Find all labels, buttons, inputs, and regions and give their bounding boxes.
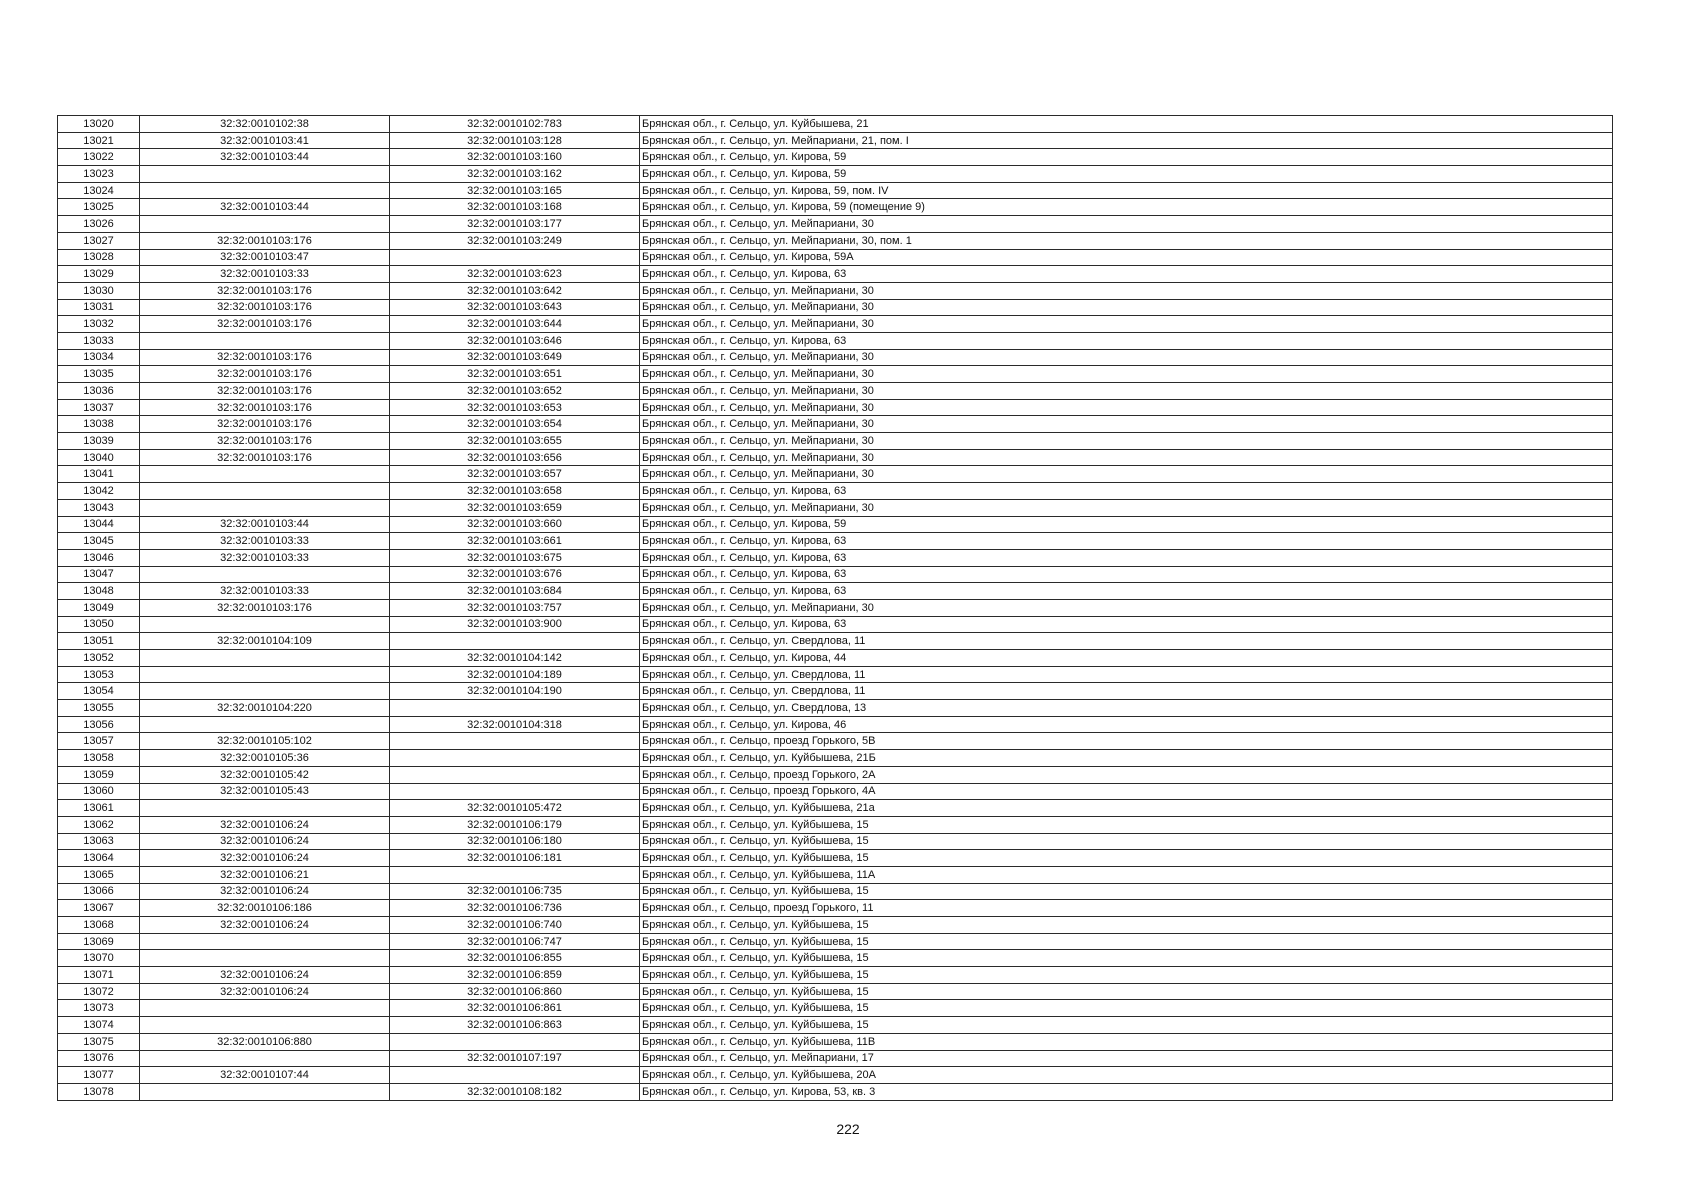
- row-number-cell: 13068: [58, 917, 140, 934]
- table-row: [58, 616, 1613, 633]
- cadastral-number-cell: 32:32:0010103:654: [390, 416, 640, 433]
- cadastral-number-cell: [390, 700, 640, 717]
- address-cell: Брянская обл., г. Сельцо, ул. Мейпариани, 30: [640, 349, 1613, 366]
- parent-cadastral-cell: 32:32:0010104:220: [140, 700, 390, 717]
- address-cell: Брянская обл., г. Сельцо, ул. Куйбышева, 11А: [640, 866, 1613, 883]
- table-row: [58, 433, 1613, 450]
- parent-cadastral-cell: 32:32:0010106:24: [140, 850, 390, 867]
- table-row: [58, 466, 1613, 483]
- cadastral-number-cell: 32:32:0010103:162: [390, 166, 640, 183]
- cadastral-number-cell: 32:32:0010103:655: [390, 433, 640, 450]
- parent-cadastral-cell: [140, 182, 390, 199]
- address-cell: Брянская обл., г. Сельцо, ул. Мейпариани, 30: [640, 299, 1613, 316]
- address-cell: Брянская обл., г. Сельцо, ул. Кирова, 63: [640, 533, 1613, 550]
- parent-cadastral-cell: 32:32:0010103:176: [140, 366, 390, 383]
- cadastral-number-cell: 32:32:0010107:197: [390, 1050, 640, 1067]
- parent-cadastral-cell: [140, 166, 390, 183]
- parent-cadastral-cell: [140, 616, 390, 633]
- row-number-cell: 13040: [58, 449, 140, 466]
- table-row: [58, 933, 1613, 950]
- cadastral-number-cell: 32:32:0010103:643: [390, 299, 640, 316]
- row-number-cell: 13076: [58, 1050, 140, 1067]
- parent-cadastral-cell: [140, 933, 390, 950]
- address-cell: Брянская обл., г. Сельцо, ул. Мейпариани, 30: [640, 433, 1613, 450]
- row-number-cell: 13072: [58, 983, 140, 1000]
- address-cell: Брянская обл., г. Сельцо, ул. Мейпариани, 21, пом. I: [640, 132, 1613, 149]
- address-cell: Брянская обл., г. Сельцо, ул. Кирова, 63: [640, 483, 1613, 500]
- cadastral-number-cell: 32:32:0010103:177: [390, 216, 640, 233]
- address-cell: Брянская обл., г. Сельцо, ул. Куйбышева, 21: [640, 116, 1613, 133]
- address-cell: Брянская обл., г. Сельцо, ул. Кирова, 63: [640, 266, 1613, 283]
- parent-cadastral-cell: [140, 332, 390, 349]
- table-row: [58, 216, 1613, 233]
- row-number-cell: 13037: [58, 399, 140, 416]
- row-number-cell: 13060: [58, 783, 140, 800]
- address-cell: Брянская обл., г. Сельцо, ул. Мейпариани, 17: [640, 1050, 1613, 1067]
- parent-cadastral-cell: 32:32:0010103:44: [140, 516, 390, 533]
- table-row: [58, 633, 1613, 650]
- cadastral-number-cell: 32:32:0010104:318: [390, 716, 640, 733]
- table-row: [58, 116, 1613, 133]
- row-number-cell: 13036: [58, 383, 140, 400]
- parent-cadastral-cell: 32:32:0010106:21: [140, 866, 390, 883]
- cadastral-number-cell: 32:32:0010104:189: [390, 666, 640, 683]
- parent-cadastral-cell: [140, 716, 390, 733]
- address-cell: Брянская обл., г. Сельцо, ул. Кирова, 63: [640, 549, 1613, 566]
- table-row: [58, 750, 1613, 767]
- address-cell: Брянская обл., г. Сельцо, ул. Куйбышева, 20А: [640, 1067, 1613, 1084]
- table-row: [58, 833, 1613, 850]
- row-number-cell: 13059: [58, 766, 140, 783]
- table-row: [58, 1083, 1613, 1100]
- parent-cadastral-cell: 32:32:0010105:43: [140, 783, 390, 800]
- table-row: [58, 1000, 1613, 1017]
- cadastral-number-cell: 32:32:0010106:863: [390, 1017, 640, 1034]
- table-row: [58, 1067, 1613, 1084]
- table-row: [58, 366, 1613, 383]
- table-row: [58, 850, 1613, 867]
- address-cell: Брянская обл., г. Сельцо, ул. Свердлова, 11: [640, 666, 1613, 683]
- address-cell: Брянская обл., г. Сельцо, ул. Мейпариани, 30: [640, 416, 1613, 433]
- address-cell: Брянская обл., г. Сельцо, ул. Куйбышева, 11В: [640, 1033, 1613, 1050]
- row-number-cell: 13044: [58, 516, 140, 533]
- cadastral-number-cell: 32:32:0010103:659: [390, 499, 640, 516]
- row-number-cell: 13057: [58, 733, 140, 750]
- cadastral-number-cell: 32:32:0010103:644: [390, 316, 640, 333]
- cadastral-number-cell: 32:32:0010106:740: [390, 917, 640, 934]
- address-cell: Брянская обл., г. Сельцо, ул. Мейпариани, 30: [640, 282, 1613, 299]
- table-row: [58, 199, 1613, 216]
- row-number-cell: 13047: [58, 566, 140, 583]
- parent-cadastral-cell: 32:32:0010103:176: [140, 433, 390, 450]
- table-row: [58, 499, 1613, 516]
- row-number-cell: 13056: [58, 716, 140, 733]
- cadastral-number-cell: 32:32:0010103:661: [390, 533, 640, 550]
- cadastral-number-cell: 32:32:0010103:642: [390, 282, 640, 299]
- table-row: [58, 349, 1613, 366]
- address-cell: Брянская обл., г. Сельцо, ул. Мейпариани, 30: [640, 466, 1613, 483]
- cadastral-number-cell: 32:32:0010103:675: [390, 549, 640, 566]
- table-row: [58, 599, 1613, 616]
- address-cell: Брянская обл., г. Сельцо, ул. Свердлова, 13: [640, 700, 1613, 717]
- address-cell: Брянская обл., г. Сельцо, ул. Куйбышева, 15: [640, 833, 1613, 850]
- row-number-cell: 13073: [58, 1000, 140, 1017]
- parent-cadastral-cell: 32:32:0010106:24: [140, 833, 390, 850]
- address-cell: Брянская обл., г. Сельцо, ул. Мейпариани, 30: [640, 599, 1613, 616]
- cadastral-number-cell: 32:32:0010106:855: [390, 950, 640, 967]
- address-cell: Брянская обл., г. Сельцо, ул. Куйбышева, 15: [640, 883, 1613, 900]
- row-number-cell: 13051: [58, 633, 140, 650]
- parent-cadastral-cell: [140, 566, 390, 583]
- cadastral-number-cell: 32:32:0010108:182: [390, 1083, 640, 1100]
- address-cell: Брянская обл., г. Сельцо, ул. Куйбышева, 15: [640, 983, 1613, 1000]
- cadastral-number-cell: 32:32:0010106:181: [390, 850, 640, 867]
- parent-cadastral-cell: [140, 650, 390, 667]
- cadastral-number-cell: 32:32:0010103:646: [390, 332, 640, 349]
- row-number-cell: 13050: [58, 616, 140, 633]
- row-number-cell: 13026: [58, 216, 140, 233]
- page-number: 222: [836, 1121, 860, 1137]
- address-cell: Брянская обл., г. Сельцо, ул. Куйбышева, 15: [640, 1017, 1613, 1034]
- address-cell: Брянская обл., г. Сельцо, ул. Кирова, 53, кв. 3: [640, 1083, 1613, 1100]
- cadastral-number-cell: 32:32:0010103:623: [390, 266, 640, 283]
- row-number-cell: 13024: [58, 182, 140, 199]
- row-number-cell: 13029: [58, 266, 140, 283]
- table-row: [58, 1017, 1613, 1034]
- cadastral-table: [57, 115, 1613, 1101]
- parent-cadastral-cell: [140, 950, 390, 967]
- parent-cadastral-cell: [140, 1050, 390, 1067]
- cadastral-number-cell: 32:32:0010104:142: [390, 650, 640, 667]
- row-number-cell: 13041: [58, 466, 140, 483]
- cadastral-number-cell: 32:32:0010103:652: [390, 383, 640, 400]
- row-number-cell: 13048: [58, 583, 140, 600]
- table-row: [58, 950, 1613, 967]
- row-number-cell: 13042: [58, 483, 140, 500]
- parent-cadastral-cell: [140, 683, 390, 700]
- parent-cadastral-cell: 32:32:0010103:47: [140, 249, 390, 266]
- row-number-cell: 13030: [58, 282, 140, 299]
- table-row: [58, 299, 1613, 316]
- address-cell: Брянская обл., г. Сельцо, ул. Кирова, 59: [640, 516, 1613, 533]
- row-number-cell: 13023: [58, 166, 140, 183]
- cadastral-number-cell: 32:32:0010105:472: [390, 800, 640, 817]
- cadastral-number-cell: 32:32:0010103:128: [390, 132, 640, 149]
- table-row: [58, 282, 1613, 299]
- row-number-cell: 13025: [58, 199, 140, 216]
- table-row: [58, 549, 1613, 566]
- table-row: [58, 1050, 1613, 1067]
- table-row: [58, 449, 1613, 466]
- parent-cadastral-cell: 32:32:0010103:176: [140, 383, 390, 400]
- table-row: [58, 332, 1613, 349]
- table-row: [58, 399, 1613, 416]
- table-row: [58, 416, 1613, 433]
- cadastral-number-cell: 32:32:0010103:757: [390, 599, 640, 616]
- table-row: [58, 650, 1613, 667]
- row-number-cell: 13035: [58, 366, 140, 383]
- cadastral-number-cell: 32:32:0010102:783: [390, 116, 640, 133]
- cadastral-number-cell: [390, 249, 640, 266]
- address-cell: Брянская обл., г. Сельцо, ул. Мейпариани, 30: [640, 366, 1613, 383]
- parent-cadastral-cell: 32:32:0010103:176: [140, 349, 390, 366]
- row-number-cell: 13067: [58, 900, 140, 917]
- cadastral-number-cell: [390, 1033, 640, 1050]
- address-cell: Брянская обл., г. Сельцо, ул. Кирова, 59: [640, 149, 1613, 166]
- cadastral-number-cell: [390, 633, 640, 650]
- row-number-cell: 13049: [58, 599, 140, 616]
- address-cell: Брянская обл., г. Сельцо, ул. Куйбышева, 15: [640, 950, 1613, 967]
- table-row: [58, 917, 1613, 934]
- parent-cadastral-cell: 32:32:0010103:41: [140, 132, 390, 149]
- table-row: [58, 249, 1613, 266]
- row-number-cell: 13027: [58, 232, 140, 249]
- row-number-cell: 13032: [58, 316, 140, 333]
- table-row: [58, 967, 1613, 984]
- address-cell: Брянская обл., г. Сельцо, ул. Кирова, 59 (помещение 9): [640, 199, 1613, 216]
- address-cell: Брянская обл., г. Сельцо, проезд Горького, 11: [640, 900, 1613, 917]
- cadastral-number-cell: [390, 750, 640, 767]
- address-cell: Брянская обл., г. Сельцо, ул. Кирова, 63: [640, 566, 1613, 583]
- address-cell: Брянская обл., г. Сельцо, ул. Мейпариани, 30, пом. 1: [640, 232, 1613, 249]
- address-cell: Брянская обл., г. Сельцо, проезд Горького, 4А: [640, 783, 1613, 800]
- address-cell: Брянская обл., г. Сельцо, ул. Куйбышева, 15: [640, 933, 1613, 950]
- parent-cadastral-cell: 32:32:0010103:44: [140, 199, 390, 216]
- cadastral-number-cell: [390, 1067, 640, 1084]
- address-cell: Брянская обл., г. Сельцо, ул. Куйбышева, 15: [640, 1000, 1613, 1017]
- parent-cadastral-cell: 32:32:0010103:33: [140, 549, 390, 566]
- row-number-cell: 13028: [58, 249, 140, 266]
- cadastral-number-cell: 32:32:0010106:860: [390, 983, 640, 1000]
- row-number-cell: 13064: [58, 850, 140, 867]
- address-cell: Брянская обл., г. Сельцо, ул. Мейпариани, 30: [640, 399, 1613, 416]
- cadastral-number-cell: 32:32:0010106:735: [390, 883, 640, 900]
- address-cell: Брянская обл., г. Сельцо, ул. Куйбышева, 15: [640, 917, 1613, 934]
- table-row: [58, 883, 1613, 900]
- cadastral-number-cell: 32:32:0010103:684: [390, 583, 640, 600]
- cadastral-number-cell: 32:32:0010103:660: [390, 516, 640, 533]
- row-number-cell: 13058: [58, 750, 140, 767]
- parent-cadastral-cell: 32:32:0010105:42: [140, 766, 390, 783]
- row-number-cell: 13066: [58, 883, 140, 900]
- parent-cadastral-cell: 32:32:0010107:44: [140, 1067, 390, 1084]
- cadastral-number-cell: 32:32:0010106:859: [390, 967, 640, 984]
- row-number-cell: 13070: [58, 950, 140, 967]
- parent-cadastral-cell: 32:32:0010103:176: [140, 416, 390, 433]
- address-cell: Брянская обл., г. Сельцо, ул. Кирова, 59, пом. IV: [640, 182, 1613, 199]
- cadastral-number-cell: 32:32:0010106:179: [390, 816, 640, 833]
- address-cell: Брянская обл., г. Сельцо, ул. Свердлова, 11: [640, 683, 1613, 700]
- row-number-cell: 13071: [58, 967, 140, 984]
- parent-cadastral-cell: 32:32:0010106:186: [140, 900, 390, 917]
- address-cell: Брянская обл., г. Сельцо, ул. Кирова, 59А: [640, 249, 1613, 266]
- table-row: [58, 566, 1613, 583]
- parent-cadastral-cell: [140, 1000, 390, 1017]
- cadastral-number-cell: [390, 766, 640, 783]
- cadastral-number-cell: [390, 866, 640, 883]
- table-row: [58, 232, 1613, 249]
- address-cell: Брянская обл., г. Сельцо, ул. Кирова, 63: [640, 583, 1613, 600]
- row-number-cell: 13045: [58, 533, 140, 550]
- address-cell: Брянская обл., г. Сельцо, ул. Куйбышева, 15: [640, 850, 1613, 867]
- row-number-cell: 13075: [58, 1033, 140, 1050]
- parent-cadastral-cell: 32:32:0010103:176: [140, 449, 390, 466]
- table-row: [58, 516, 1613, 533]
- row-number-cell: 13074: [58, 1017, 140, 1034]
- table-row: [58, 166, 1613, 183]
- row-number-cell: 13020: [58, 116, 140, 133]
- parent-cadastral-cell: 32:32:0010106:24: [140, 967, 390, 984]
- address-cell: Брянская обл., г. Сельцо, ул. Куйбышева, 15: [640, 967, 1613, 984]
- row-number-cell: 13046: [58, 549, 140, 566]
- table-row: [58, 766, 1613, 783]
- address-cell: Брянская обл., г. Сельцо, ул. Свердлова, 11: [640, 633, 1613, 650]
- cadastral-number-cell: 32:32:0010103:249: [390, 232, 640, 249]
- parent-cadastral-cell: 32:32:0010106:880: [140, 1033, 390, 1050]
- parent-cadastral-cell: 32:32:0010103:33: [140, 583, 390, 600]
- parent-cadastral-cell: 32:32:0010103:33: [140, 533, 390, 550]
- address-cell: Брянская обл., г. Сельцо, ул. Куйбышева, 21а: [640, 800, 1613, 817]
- parent-cadastral-cell: [140, 1017, 390, 1034]
- table-row: [58, 700, 1613, 717]
- row-number-cell: 13052: [58, 650, 140, 667]
- row-number-cell: 13063: [58, 833, 140, 850]
- cadastral-number-cell: 32:32:0010104:190: [390, 683, 640, 700]
- cadastral-number-cell: 32:32:0010103:165: [390, 182, 640, 199]
- address-cell: Брянская обл., г. Сельцо, ул. Куйбышева, 21Б: [640, 750, 1613, 767]
- parent-cadastral-cell: [140, 216, 390, 233]
- parent-cadastral-cell: 32:32:0010103:33: [140, 266, 390, 283]
- row-number-cell: 13053: [58, 666, 140, 683]
- parent-cadastral-cell: 32:32:0010103:176: [140, 232, 390, 249]
- row-number-cell: 13062: [58, 816, 140, 833]
- cadastral-number-cell: 32:32:0010103:649: [390, 349, 640, 366]
- address-cell: Брянская обл., г. Сельцо, ул. Куйбышева, 15: [640, 816, 1613, 833]
- parent-cadastral-cell: 32:32:0010103:176: [140, 599, 390, 616]
- table-row: [58, 132, 1613, 149]
- table-row: [58, 800, 1613, 817]
- parent-cadastral-cell: 32:32:0010105:102: [140, 733, 390, 750]
- address-cell: Брянская обл., г. Сельцо, ул. Мейпариани, 30: [640, 383, 1613, 400]
- cadastral-number-cell: 32:32:0010103:658: [390, 483, 640, 500]
- row-number-cell: 13022: [58, 149, 140, 166]
- address-cell: Брянская обл., г. Сельцо, проезд Горького, 5В: [640, 733, 1613, 750]
- row-number-cell: 13021: [58, 132, 140, 149]
- cadastral-number-cell: 32:32:0010103:651: [390, 366, 640, 383]
- table-row: [58, 182, 1613, 199]
- parent-cadastral-cell: 32:32:0010103:44: [140, 149, 390, 166]
- table-row: [58, 316, 1613, 333]
- cadastral-number-cell: 32:32:0010106:180: [390, 833, 640, 850]
- parent-cadastral-cell: [140, 466, 390, 483]
- row-number-cell: 13038: [58, 416, 140, 433]
- cadastral-number-cell: 32:32:0010103:653: [390, 399, 640, 416]
- parent-cadastral-cell: [140, 800, 390, 817]
- address-cell: Брянская обл., г. Сельцо, ул. Кирова, 63: [640, 332, 1613, 349]
- parent-cadastral-cell: 32:32:0010103:176: [140, 299, 390, 316]
- cadastral-number-cell: [390, 783, 640, 800]
- address-cell: Брянская обл., г. Сельцо, ул. Кирова, 46: [640, 716, 1613, 733]
- cadastral-number-cell: [390, 733, 640, 750]
- parent-cadastral-cell: 32:32:0010106:24: [140, 883, 390, 900]
- row-number-cell: 13061: [58, 800, 140, 817]
- cadastral-number-cell: 32:32:0010103:168: [390, 199, 640, 216]
- table-row: [58, 866, 1613, 883]
- row-number-cell: 13078: [58, 1083, 140, 1100]
- parent-cadastral-cell: 32:32:0010106:24: [140, 917, 390, 934]
- table-row: [58, 733, 1613, 750]
- row-number-cell: 13077: [58, 1067, 140, 1084]
- table-row: [58, 383, 1613, 400]
- table-body: [58, 116, 1613, 1101]
- address-cell: Брянская обл., г. Сельцо, проезд Горького, 2А: [640, 766, 1613, 783]
- cadastral-number-cell: 32:32:0010103:900: [390, 616, 640, 633]
- address-cell: Брянская обл., г. Сельцо, ул. Мейпариани, 30: [640, 449, 1613, 466]
- parent-cadastral-cell: [140, 483, 390, 500]
- cadastral-number-cell: 32:32:0010106:861: [390, 1000, 640, 1017]
- parent-cadastral-cell: 32:32:0010106:24: [140, 983, 390, 1000]
- row-number-cell: 13054: [58, 683, 140, 700]
- address-cell: Брянская обл., г. Сельцо, ул. Кирова, 63: [640, 616, 1613, 633]
- table-row: [58, 783, 1613, 800]
- cadastral-number-cell: 32:32:0010103:656: [390, 449, 640, 466]
- table-row: [58, 816, 1613, 833]
- parent-cadastral-cell: [140, 666, 390, 683]
- cadastral-number-cell: 32:32:0010103:657: [390, 466, 640, 483]
- row-number-cell: 13033: [58, 332, 140, 349]
- parent-cadastral-cell: 32:32:0010103:176: [140, 399, 390, 416]
- table-row: [58, 583, 1613, 600]
- address-cell: Брянская обл., г. Сельцо, ул. Мейпариани, 30: [640, 316, 1613, 333]
- table-row: [58, 666, 1613, 683]
- parent-cadastral-cell: 32:32:0010103:176: [140, 316, 390, 333]
- row-number-cell: 13043: [58, 499, 140, 516]
- parent-cadastral-cell: 32:32:0010103:176: [140, 282, 390, 299]
- row-number-cell: 13031: [58, 299, 140, 316]
- parent-cadastral-cell: [140, 1083, 390, 1100]
- row-number-cell: 13039: [58, 433, 140, 450]
- address-cell: Брянская обл., г. Сельцо, ул. Мейпариани, 30: [640, 499, 1613, 516]
- table-row: [58, 683, 1613, 700]
- address-cell: Брянская обл., г. Сельцо, ул. Мейпариани, 30: [640, 216, 1613, 233]
- table-row: [58, 149, 1613, 166]
- row-number-cell: 13055: [58, 700, 140, 717]
- table-row: [58, 716, 1613, 733]
- parent-cadastral-cell: 32:32:0010106:24: [140, 816, 390, 833]
- parent-cadastral-cell: 32:32:0010104:109: [140, 633, 390, 650]
- parent-cadastral-cell: 32:32:0010105:36: [140, 750, 390, 767]
- row-number-cell: 13034: [58, 349, 140, 366]
- table-row: [58, 983, 1613, 1000]
- table-row: [58, 900, 1613, 917]
- address-cell: Брянская обл., г. Сельцо, ул. Кирова, 44: [640, 650, 1613, 667]
- cadastral-number-cell: 32:32:0010106:736: [390, 900, 640, 917]
- table-row: [58, 266, 1613, 283]
- row-number-cell: 13069: [58, 933, 140, 950]
- cadastral-number-cell: 32:32:0010103:676: [390, 566, 640, 583]
- parent-cadastral-cell: [140, 499, 390, 516]
- cadastral-number-cell: 32:32:0010106:747: [390, 933, 640, 950]
- cadastral-number-cell: 32:32:0010103:160: [390, 149, 640, 166]
- parent-cadastral-cell: 32:32:0010102:38: [140, 116, 390, 133]
- table-row: [58, 1033, 1613, 1050]
- table-row: [58, 483, 1613, 500]
- address-cell: Брянская обл., г. Сельцо, ул. Кирова, 59: [640, 166, 1613, 183]
- row-number-cell: 13065: [58, 866, 140, 883]
- table-row: [58, 533, 1613, 550]
